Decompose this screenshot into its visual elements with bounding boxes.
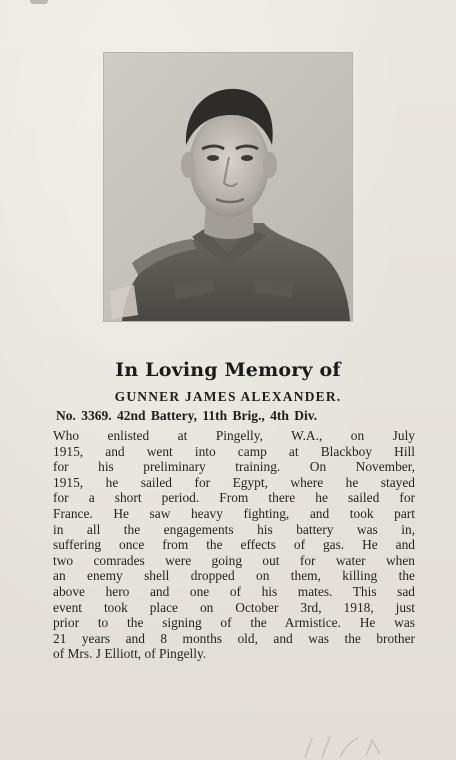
biography-text bbox=[53, 428, 415, 662]
soldier-name: GUNNER JAMES ALEXANDER. bbox=[114, 389, 342, 404]
biography-line: 21 years and 8 months old, and was the brother bbox=[53, 630, 415, 646]
biography-line: an enemy shell dropped on them, killing the bbox=[53, 568, 415, 584]
biography-line: prior to the signing of the Armistice. He was bbox=[53, 615, 415, 631]
biography-line: in all the engagements his battery was in, bbox=[53, 521, 415, 537]
biography-line: suffering once from the effects of gas. He and bbox=[53, 537, 415, 553]
biography-line: Who enlisted at Pingelly, W.A., on July bbox=[53, 428, 415, 443]
biography-line: event took place on October 3rd, 1918, just bbox=[53, 599, 415, 615]
memorial-heading: In Loving Memory of bbox=[115, 359, 341, 381]
portrait-icon bbox=[104, 53, 352, 321]
biography-line: of Mrs. J Elliott, of Pingelly. bbox=[53, 646, 207, 662]
biography-line: for his preliminary training. On November, bbox=[53, 459, 415, 475]
biography-line: 1915, and went into camp at Blackboy Hill bbox=[53, 443, 415, 459]
biography-line: two comrades were going out for water when bbox=[53, 552, 415, 568]
biography-line: France. He saw heavy fighting, and took part bbox=[53, 505, 415, 521]
corner-mark bbox=[30, 0, 48, 4]
biography-line: for a short period. From there he sailed for bbox=[53, 490, 415, 506]
pencil-scribble-icon bbox=[300, 730, 410, 760]
soldier-portrait-photo bbox=[104, 53, 352, 321]
service-unit-line: No. 3369. 42nd Battery, 11th Brig., 4th Div. bbox=[56, 408, 318, 423]
biography-line: 1915, he sailed for Egypt, where he stayed bbox=[53, 474, 415, 490]
biography-line: above hero and one of his mates. This sad bbox=[53, 583, 415, 599]
